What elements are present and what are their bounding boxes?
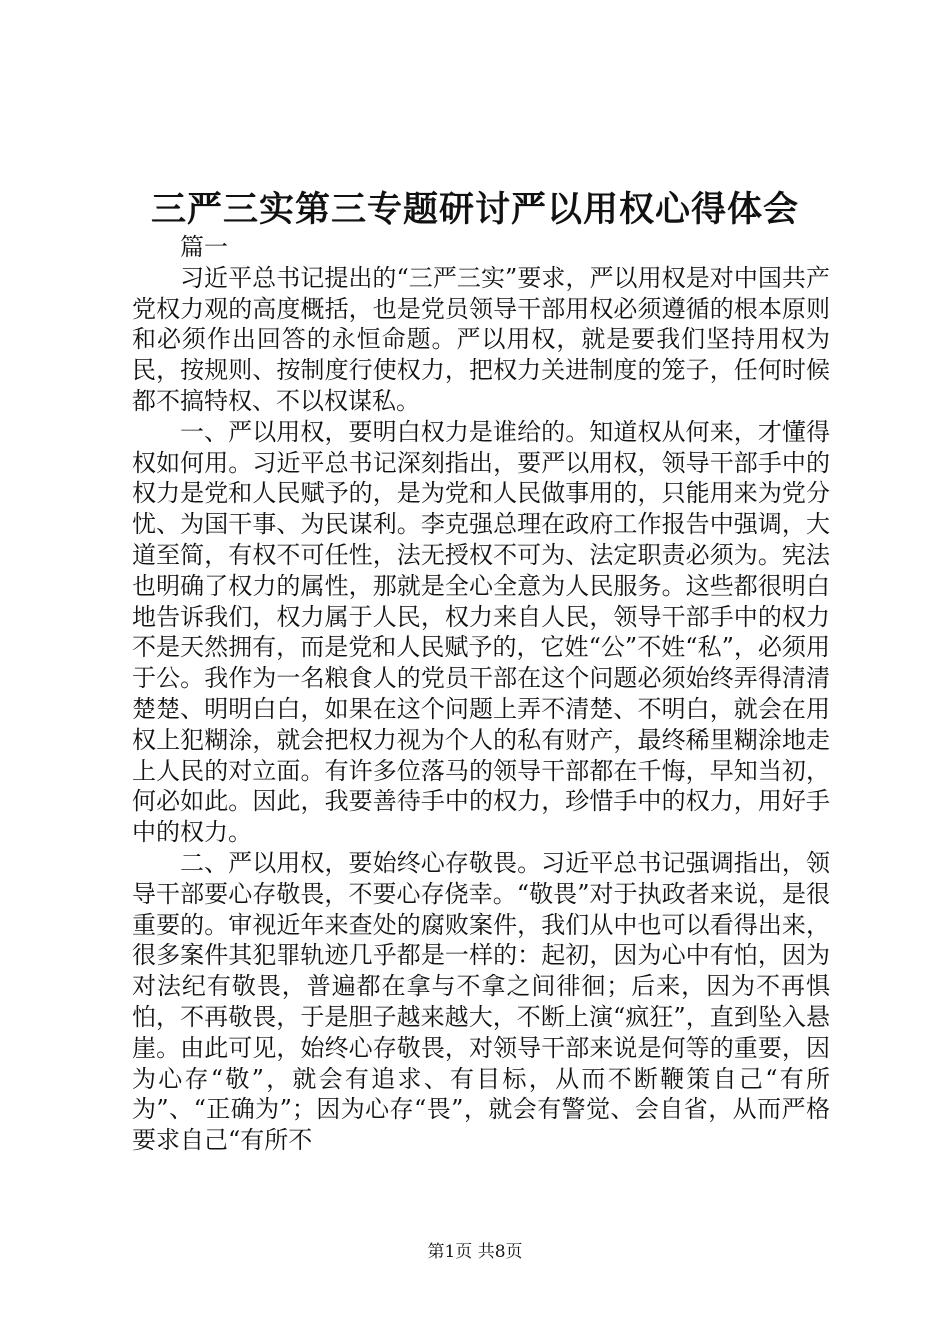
section-label: 篇一 (180, 233, 228, 261)
paragraph-point-one: 一、严以用权，要明白权力是谁给的。知道权从何来，才懂得权如何用。习近平总书记深刻指出，要严以用权，领导干部手中的权力是党和人民赋予的，是为党和人民做事用的，只能用来为党分忧、为国干事、为民谋利。李克强总理在政府工作报告中强调，大道至简，有权不可任性，法无授权不可为、法定职责必须为。宪法也明确了权力的属性，那就是全心全意为人民服务。这些都很明白地告诉我们，权力属于人民，权力来自人民，领导干部手中的权力不是天然拥有，而是党和人民赋予的，它姓“公”不姓“私”，必须用于公。我作为一名粮食人的党员干部在这个问题必须始终弄得清清楚楚、明明白白，如果在这个问题上弄不清楚、不明白，就会在用权上犯糊涂，就会把权力视为个人的私有财产，最终稀里糊涂地走上人民的对立面。有许多位落马的领导干部都在千悔，早知当初，何必如此。因此，我要善待手中的权力，珍惜手中的权力，用好手中的权力。 (132, 417, 830, 847)
document-body (132, 232, 830, 1156)
paragraph-point-two: 二、严以用权，要始终心存敬畏。习近平总书记强调指出，领导干部要心存敬畏，不要心存侥幸。“敬畏”对于执政者来说，是很重要的。审视近年来查处的腐败案件，我们从中也可以看得出来，很多案件其犯罪轨迹几乎都是一样的：起初，因为心中有怕，因为对法纪有敬畏，普遍都在拿与不拿之间徘徊；后来，因为不再惧怕，不再敬畏，于是胆子越来越大，不断上演“疯狂”，直到坠入悬崖。由此可见，始终心存敬畏，对领导干部来说是何等的重要，因为心存“敬”，就会有追求、有目标，从而不断鞭策自己“有所为”、“正确为”；因为心存“畏”，就会有警觉、会自省，从而严格要求自己“有所不 (132, 848, 830, 1155)
page-number-footer: 第1页 共8页 (427, 1242, 523, 1262)
document-title: 三严三实第三专题研讨严以用权心得体会 (150, 189, 799, 230)
paragraph-intro: 习近平总书记提出的“三严三实”要求，严以用权是对中国共产党权力观的高度概括，也是党员领导干部用权必须遵循的根本原则和必须作出回答的永恒命题。严以用权，就是要我们坚持用权为民，按规则、按制度行使权力，把权力关进制度的笼子，任何时候都不搞特权、不以权谋私。 (132, 263, 830, 415)
